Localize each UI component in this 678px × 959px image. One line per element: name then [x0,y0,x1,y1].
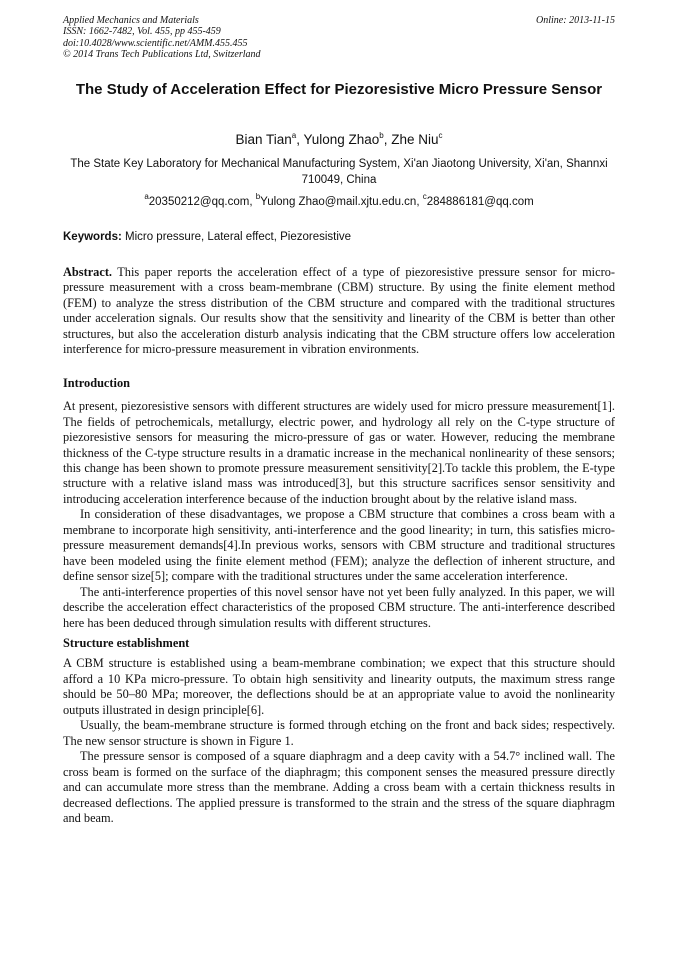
email-list [63,192,615,209]
email-sep: , [249,196,256,208]
email-address[interactable]: 20350212@qq.com [148,196,250,208]
journal-name: Applied Mechanics and Materials [63,15,199,26]
section-heading-structure: Structure establishment [63,635,190,650]
journal-header [63,15,261,61]
author-name: Yulong Zhao [303,132,380,147]
intro-paragraph-1: At present, piezoresistive sensors with different structures are widely used for micro pressure measurement[1]. The fields of petrochemicals, metallurgy, electric power, and hydrology all rely on the C-type structure of piezoresistive sensors for measuring the micro-pressure of gas or water. However, reducing the membrane thickness of the C-type structure results in a dramatic increase in the mechanical nonlinearity of these sensors; this change has been shown to promote pressure measurement sensitivity[2].To tackle this problem, the E-type structure with a relative island mass was introduced[3], but this structure sacrifices sensor sensitivity and introducing acceleration interference because of the induction brought about by the relative island mass. [63,399,615,506]
keywords-text: Micro pressure, Lateral effect, Piezoresistive [125,231,352,243]
paper-body [63,265,615,826]
doi-line: doi:10.4028/www.scientific.net/AMM.455.455 [63,37,248,49]
author-sep: , [296,132,304,147]
keywords-line [63,230,615,244]
abstract-paragraph [63,265,615,358]
abstract-label: Abstract. [63,265,113,279]
intro-paragraph-3: The anti-interference properties of this novel sensor have not yet been fully analyzed. In this paper, we will describe the acceleration effect characteristics of the proposed CBM structure. The anti-interference described here has been deduced through simulation results with different structures. [63,584,615,630]
online-date: Online: 2013-11-15 [536,15,615,26]
copyright-line: © 2014 Trans Tech Publications Ltd, Switzerland [63,49,261,61]
author-name: Zhe Niu [391,132,439,147]
affiliation: The State Key Laboratory for Mechanical Manufacturing System, Xi'an Jiaotong University, Xi'an, Shannxi 710049, China [70,158,608,186]
author-sep: , [383,132,392,147]
keywords-label: Keywords: [63,231,122,243]
structure-paragraph-2: Usually, the beam-membrane structure is formed through etching on the front and back sides; respectively. The new sensor structure is shown in Figure 1. [63,718,615,748]
email-sup: b [255,192,261,201]
issn-line: ISSN: 1662-7482, Vol. 455, pp 455-459 [63,26,221,38]
paper-title: The Study of Acceleration Effect for Piezoresistive Micro Pressure Sensor [75,81,603,98]
abstract-text: This paper reports the acceleration effect of a type of piezoresistive pressure sensor for micro-pressure measurement with a cross beam-membrane (CBM) structure. By using the finite element method (FEM) to analyze the stress distribution of the CBM structure and compared with the traditional structures under acceleration signals. Our results show that the sensitivity and linearity of the CBM is better than other structures, but also the acceleration disturb analysis indicating that the CBM structure offers low acceleration interference for micro-pressure measurement in vibration environments. [63,265,615,357]
email-sup: a [144,192,149,201]
email-address[interactable]: 284886181@qq.com [426,196,534,208]
email-address[interactable]: Yulong Zhao@mail.xjtu.edu.cn [260,196,417,208]
email-sep: , [416,196,423,208]
author-sup: b [379,131,384,140]
email-sup: c [422,192,427,201]
author-sup: c [438,131,443,140]
section-heading-introduction: Introduction [63,375,130,390]
structure-paragraph-3: The pressure sensor is composed of a square diaphragm and a deep cavity with a 54.7° inclined wall. The cross beam is formed on the surface of the diaphragm; this component senses the measured pressure directly and can accumulate more stress than the membrane. Adding a cross beam with a certain thickness results in decreased deflections. The applied pressure is transformed to the strain and the stress of the square diaphragm and beam. [63,749,615,825]
author-name: Bian Tian [235,132,292,147]
author-sup: a [291,131,297,140]
author-list [63,131,615,149]
intro-paragraph-2: In consideration of these disadvantages, we propose a CBM structure that combines a cross beam with a membrane to incorporate high sensitivity, anti-interference and the good linearity; in turn, this satisfies micro-pressure measurement demands[4].In previous works, sensors with CBM structure and traditional structures have been modeled using the finite element method (FEM); analyze the deflection of inherent structure, and define sensor size[5]; compare with the traditional structures under the same acceleration interference. [63,507,615,584]
structure-paragraph-1: A CBM structure is established using a beam-membrane combination; we expect that this structure should afford a 10 KPa micro-pressure. To obtain high sensitivity and linearity outputs, the maximum stress range should be 50–80 MPa; moreover, the deflections should be at an appropriate value to avoid the nonlinearity outputs illustrated in design principle[6]. [63,656,615,717]
